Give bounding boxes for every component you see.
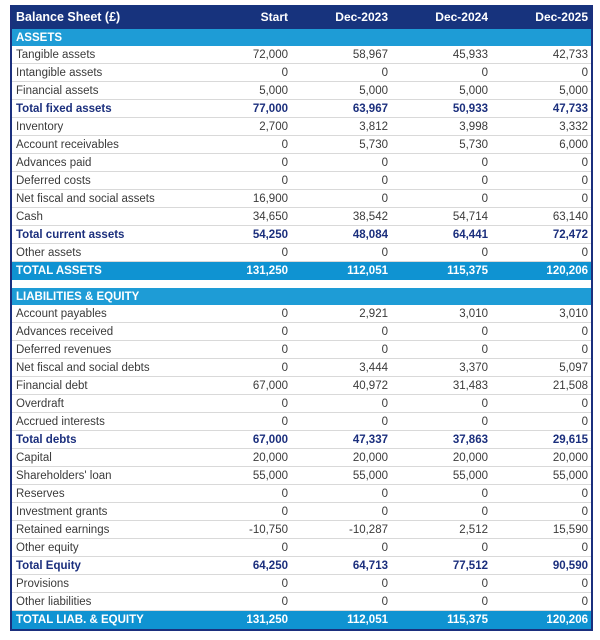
section-total-row-value: 131,250 — [246, 614, 288, 626]
table-row-value: 3,812 — [359, 120, 388, 133]
section-total-row-label: TOTAL LIAB. & EQUITY — [16, 614, 144, 626]
table-row-value: 0 — [581, 487, 588, 500]
table-row-label: Retained earnings — [16, 523, 110, 536]
table-row-value: 0 — [281, 174, 288, 187]
section-total-row-value: 120,206 — [546, 265, 588, 277]
table-row-value: 0 — [281, 541, 288, 554]
table-row-value: 20,000 — [552, 451, 588, 464]
table-row-value: 64,441 — [452, 228, 488, 241]
table-row-value: 0 — [581, 577, 588, 590]
table-row-label: Net fiscal and social assets — [16, 192, 155, 205]
section-total-row-value: 115,375 — [447, 614, 488, 626]
table-row-value: 0 — [381, 541, 388, 554]
table-row-value: -10,287 — [348, 523, 388, 536]
table-row-value: 0 — [281, 343, 288, 356]
table-row-value: 0 — [481, 246, 488, 259]
table-row — [12, 154, 591, 172]
table-row-value: 0 — [481, 156, 488, 169]
table-row-value: 0 — [281, 505, 288, 518]
table-row-label: Other equity — [16, 541, 79, 554]
table-row-value: 0 — [481, 595, 488, 608]
table-row-value: 63,140 — [552, 210, 588, 223]
section-gap — [12, 280, 591, 288]
table-row-label: Reserves — [16, 487, 65, 500]
table-row-value: 3,998 — [459, 120, 488, 133]
table-row-value: 20,000 — [252, 451, 288, 464]
table-row-value: 3,010 — [559, 307, 588, 320]
table-row-value: 77,000 — [252, 102, 288, 115]
table-row-value: 55,000 — [352, 469, 388, 482]
table-row — [12, 172, 591, 190]
section-total-row-value: 115,375 — [447, 265, 488, 277]
section-header — [12, 288, 591, 305]
table-row — [12, 449, 591, 467]
table-row-value: 55,000 — [552, 469, 588, 482]
table-row-label: Overdraft — [16, 397, 64, 410]
table-row-value: 0 — [281, 397, 288, 410]
table-row-value: 0 — [381, 487, 388, 500]
table-row-value: 34,650 — [252, 210, 288, 223]
table-row-label: Provisions — [16, 577, 70, 590]
table-row-value: 47,337 — [352, 433, 388, 446]
table-row — [12, 539, 591, 557]
table-title: Balance Sheet (£) — [16, 10, 121, 24]
table-row-label: Total fixed assets — [16, 102, 112, 115]
table-row — [12, 485, 591, 503]
table-row-value: 0 — [481, 343, 488, 356]
column-header-dec-2025: Dec-2025 — [535, 10, 588, 24]
section-header — [12, 29, 591, 46]
table-row-value: 0 — [381, 174, 388, 187]
table-row-value: 0 — [581, 343, 588, 356]
table-row — [12, 208, 591, 226]
table-row-value: 29,615 — [552, 433, 588, 446]
table-row-value: 0 — [281, 487, 288, 500]
table-row-label: Financial assets — [16, 84, 99, 97]
table-row-value: 0 — [481, 66, 488, 79]
table-row-value: 0 — [381, 595, 388, 608]
table-row-value: 0 — [581, 595, 588, 608]
table-row-label: Inventory — [16, 120, 64, 133]
table-row-label: Other assets — [16, 246, 82, 259]
table-row-label: Account payables — [16, 307, 107, 320]
column-header-start: Start — [260, 10, 288, 24]
table-row-value: 0 — [381, 325, 388, 338]
table-row-value: 55,000 — [452, 469, 488, 482]
table-row-value: 0 — [481, 415, 488, 428]
table-row-value: 3,332 — [559, 120, 588, 133]
table-row-value: 5,000 — [459, 84, 488, 97]
section-total-row — [12, 611, 591, 629]
table-row-value: 0 — [381, 397, 388, 410]
table-row-value: -10,750 — [248, 523, 288, 536]
table-row-value: 58,967 — [352, 48, 388, 61]
table-row-value: 15,590 — [552, 523, 588, 536]
table-row-value: 48,084 — [352, 228, 388, 241]
section-header-label: ASSETS — [16, 31, 63, 44]
table-row-value: 3,444 — [359, 361, 388, 374]
table-row-value: 2,700 — [259, 120, 288, 133]
table-row-label: Account receivables — [16, 138, 119, 151]
section-total-row-value: 120,206 — [546, 614, 588, 626]
balance-sheet-table — [10, 5, 593, 631]
table-row-value: 0 — [281, 307, 288, 320]
table-row-value: 0 — [481, 325, 488, 338]
table-row-value: 0 — [481, 397, 488, 410]
table-row-value: 0 — [581, 246, 588, 259]
table-row-label: Tangible assets — [16, 48, 96, 61]
table-row-value: 0 — [281, 138, 288, 151]
table-row-value: 64,713 — [352, 559, 388, 572]
section-total-row — [12, 262, 591, 280]
table-row-value: 54,714 — [452, 210, 488, 223]
table-row — [12, 395, 591, 413]
table-row-value: 6,000 — [559, 138, 588, 151]
table-row-value: 72,000 — [252, 48, 288, 61]
table-row-value: 54,250 — [252, 228, 288, 241]
table-row — [12, 431, 591, 449]
table-row-value: 0 — [381, 192, 388, 205]
table-row-value: 5,000 — [259, 84, 288, 97]
table-row-value: 20,000 — [452, 451, 488, 464]
table-row-value: 5,000 — [359, 84, 388, 97]
table-row-value: 2,512 — [459, 523, 488, 536]
column-header-dec-2024: Dec-2024 — [435, 10, 488, 24]
table-row-value: 0 — [381, 415, 388, 428]
table-row-value: 0 — [381, 66, 388, 79]
table-row-value: 0 — [581, 156, 588, 169]
table-row-label: Capital — [16, 451, 52, 464]
section-total-row-value: 112,051 — [347, 265, 388, 277]
table-row-value: 31,483 — [452, 379, 488, 392]
table-row-value: 16,900 — [252, 192, 288, 205]
table-row-value: 37,863 — [452, 433, 488, 446]
table-row-label: Investment grants — [16, 505, 108, 518]
table-row-value: 3,010 — [459, 307, 488, 320]
table-row-value: 0 — [481, 487, 488, 500]
table-row-value: 0 — [281, 361, 288, 374]
table-row-value: 20,000 — [352, 451, 388, 464]
table-row-value: 0 — [581, 541, 588, 554]
table-row-value: 0 — [581, 66, 588, 79]
table-row-value: 5,097 — [559, 361, 588, 374]
table-row-value: 0 — [481, 192, 488, 205]
table-row-value: 67,000 — [252, 379, 288, 392]
section-total-row-value: 131,250 — [246, 265, 288, 277]
table-row-value: 0 — [581, 174, 588, 187]
table-row-label: Cash — [16, 210, 43, 223]
table-row-value: 0 — [281, 577, 288, 590]
table-row-value: 67,000 — [252, 433, 288, 446]
table-row-label: Other liabilities — [16, 595, 92, 608]
table-row-value: 45,933 — [452, 48, 488, 61]
section-header-label: LIABILITIES & EQUITY — [16, 290, 140, 303]
table-row-label: Accrued interests — [16, 415, 105, 428]
table-row-label: Financial debt — [16, 379, 88, 392]
table-row — [12, 46, 591, 64]
table-row-value: 38,542 — [352, 210, 388, 223]
table-row-value: 50,933 — [452, 102, 488, 115]
table-row-value: 5,730 — [359, 138, 388, 151]
table-row-label: Total Equity — [16, 559, 81, 572]
table-row-value: 0 — [481, 505, 488, 518]
column-header-dec-2023: Dec-2023 — [335, 10, 388, 24]
table-row-value: 72,472 — [552, 228, 588, 241]
table-row-label: Advances paid — [16, 156, 92, 169]
table-row — [12, 341, 591, 359]
table-row — [12, 593, 591, 611]
table-row — [12, 244, 591, 262]
table-row-value: 3,370 — [459, 361, 488, 374]
table-row-value: 90,590 — [552, 559, 588, 572]
table-row — [12, 323, 591, 341]
table-row-value: 0 — [581, 397, 588, 410]
table-row — [12, 359, 591, 377]
table-row-label: Deferred revenues — [16, 343, 112, 356]
table-row — [12, 100, 591, 118]
section-total-row-value: 112,051 — [347, 614, 388, 626]
table-row-value: 0 — [481, 577, 488, 590]
table-row-label: Shareholders' loan — [16, 469, 112, 482]
table-row — [12, 64, 591, 82]
table-row — [12, 377, 591, 395]
table-body — [12, 29, 591, 629]
table-row — [12, 118, 591, 136]
table-row-value: 64,250 — [252, 559, 288, 572]
table-row-value: 0 — [581, 415, 588, 428]
table-row-value: 5,000 — [559, 84, 588, 97]
table-row — [12, 136, 591, 154]
table-row-value: 0 — [581, 505, 588, 518]
table-row — [12, 503, 591, 521]
table-row-value: 0 — [281, 156, 288, 169]
table-row-value: 0 — [281, 415, 288, 428]
table-row-value: 0 — [281, 246, 288, 259]
table-row-value: 42,733 — [552, 48, 588, 61]
table-row-value: 77,512 — [452, 559, 488, 572]
table-row-value: 0 — [381, 156, 388, 169]
table-row — [12, 190, 591, 208]
table-row-value: 0 — [481, 541, 488, 554]
table-row-label: Total current assets — [16, 228, 125, 241]
table-row — [12, 557, 591, 575]
table-row-value: 0 — [281, 66, 288, 79]
table-row — [12, 575, 591, 593]
table-row-value: 0 — [581, 192, 588, 205]
table-row — [12, 467, 591, 485]
table-row-label: Net fiscal and social debts — [16, 361, 150, 374]
table-row-value: 0 — [381, 343, 388, 356]
table-row-value: 21,508 — [552, 379, 588, 392]
table-header-row — [12, 5, 591, 29]
table-row-value: 47,733 — [552, 102, 588, 115]
table-row-value: 63,967 — [352, 102, 388, 115]
table-row — [12, 226, 591, 244]
table-row — [12, 413, 591, 431]
table-row-value: 40,972 — [352, 379, 388, 392]
table-row — [12, 305, 591, 323]
table-row-label: Total debts — [16, 433, 77, 446]
table-row-value: 0 — [581, 325, 588, 338]
table-row-value: 0 — [381, 505, 388, 518]
table-row-label: Intangible assets — [16, 66, 103, 79]
table-row-value: 0 — [381, 246, 388, 259]
table-row-label: Deferred costs — [16, 174, 91, 187]
table-row-value: 0 — [481, 174, 488, 187]
table-row-value: 55,000 — [252, 469, 288, 482]
section-total-row-label: TOTAL ASSETS — [16, 265, 102, 277]
table-row-value: 0 — [281, 595, 288, 608]
table-row-label: Advances received — [16, 325, 114, 338]
table-row-value: 0 — [281, 325, 288, 338]
table-row-value: 0 — [381, 577, 388, 590]
table-row-value: 2,921 — [359, 307, 388, 320]
table-row — [12, 82, 591, 100]
table-row — [12, 521, 591, 539]
table-row-value: 5,730 — [459, 138, 488, 151]
